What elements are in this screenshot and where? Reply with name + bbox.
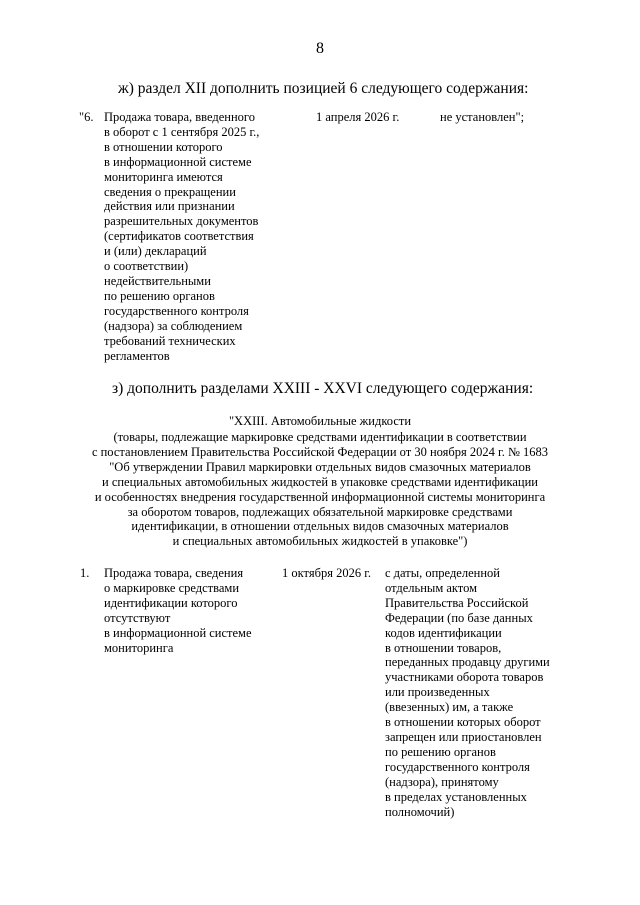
condition-line: в пределах установленных: [385, 789, 527, 804]
condition-line: переданных продавцу другими: [385, 655, 550, 670]
description-line: мониторинга: [104, 640, 174, 655]
condition-line: полномочий): [385, 804, 455, 819]
description-line: действия или признании: [104, 199, 235, 214]
condition-line: (надзора), принятому: [385, 774, 499, 789]
condition-line: Правительства Российской: [385, 595, 529, 610]
subtitle-line: за оборотом товаров, подлежащих обязательной маркировке средствами: [127, 504, 513, 519]
subtitle-line: идентификации, в отношении отдельных видов смазочных материалов: [131, 519, 509, 534]
description-line: в информационной системе: [104, 154, 252, 169]
condition-line: кодов идентификации: [385, 625, 502, 640]
description-line: разрешительных документов: [104, 214, 259, 229]
description-line: регламентов: [104, 348, 170, 363]
description-line: отсутствуют: [104, 610, 171, 625]
description-line: в отношении которого: [104, 139, 223, 154]
condition-line: (ввезенных) им, а также: [385, 700, 514, 715]
row-6-condition: не установлен";: [440, 110, 525, 124]
amendment-zh-heading: ж) раздел XII дополнить позицией 6 следующего содержания:: [118, 80, 529, 97]
description-line: сведения о прекращении: [104, 184, 236, 199]
row-1-date: 1 октября 2026 г.: [282, 566, 372, 580]
description-line: государственного контроля: [104, 303, 249, 318]
description-line: о маркировке средствами: [104, 580, 240, 595]
condition-line: государственного контроля: [385, 759, 530, 774]
page-number: 8: [316, 40, 324, 57]
description-line: в информационной системе: [104, 625, 252, 640]
row-1-description: [104, 566, 252, 655]
condition-line: в отношении товаров,: [385, 640, 502, 655]
condition-line: с даты, определенной: [385, 566, 500, 580]
section-xxiii-title: "XXIII. Автомобильные жидкости: [228, 414, 412, 428]
condition-line: запрещен или приостановлен: [385, 729, 542, 744]
condition-line: в отношении которых оборот: [385, 715, 541, 730]
subtitle-line: с постановлением Правительства Российской Федерации от 30 ноября 2024 г. № 1683: [91, 444, 549, 459]
subtitle-line: (товары, подлежащие маркировке средствами идентификации в соответствии: [113, 430, 527, 444]
row-6-number: "6.: [79, 110, 94, 124]
condition-line: отдельным актом: [385, 580, 478, 595]
description-line: недействительными: [104, 273, 211, 288]
condition-line: участниками оборота товаров: [385, 670, 544, 685]
description-line: требований технических: [104, 333, 236, 348]
row-6-date: 1 апреля 2026 г.: [316, 110, 400, 124]
row-1-condition: [385, 566, 550, 819]
subtitle-line: и особенностях внедрения государственной информационной системы мониторинга: [94, 489, 546, 504]
row-1-number: 1.: [80, 566, 90, 580]
condition-line: Федерации (по базе данных: [385, 610, 533, 625]
description-line: Продажа товара, сведения: [104, 566, 244, 580]
row-6-description: [104, 110, 259, 363]
description-line: в оборот с 1 сентября 2025 г.,: [104, 124, 260, 139]
description-line: и (или) деклараций: [104, 244, 207, 259]
subtitle-line: и специальных автомобильных жидкостей в упаковке средствами идентификации: [102, 474, 538, 489]
condition-line: или произведенных: [385, 685, 490, 700]
amendment-z-heading: з) дополнить разделами XXIII - XXVI следующего содержания:: [112, 380, 534, 397]
description-line: идентификации которого: [104, 595, 238, 610]
description-line: (надзора) за соблюдением: [104, 318, 243, 333]
condition-line: по решению органов: [385, 744, 496, 759]
description-line: о соответствии): [104, 259, 189, 274]
subtitle-line: и специальных автомобильных жидкостей в упаковке"): [172, 534, 468, 549]
description-line: по решению органов: [104, 288, 215, 303]
description-line: мониторинга имеются: [104, 169, 223, 184]
subtitle-line: "Об утверждении Правил маркировки отдельных видов смазочных материалов: [109, 459, 531, 474]
description-line: (сертификатов соответствия: [104, 229, 254, 244]
description-line: Продажа товара, введенного: [104, 110, 255, 124]
section-xxiii-subtitle: [0, 430, 640, 549]
